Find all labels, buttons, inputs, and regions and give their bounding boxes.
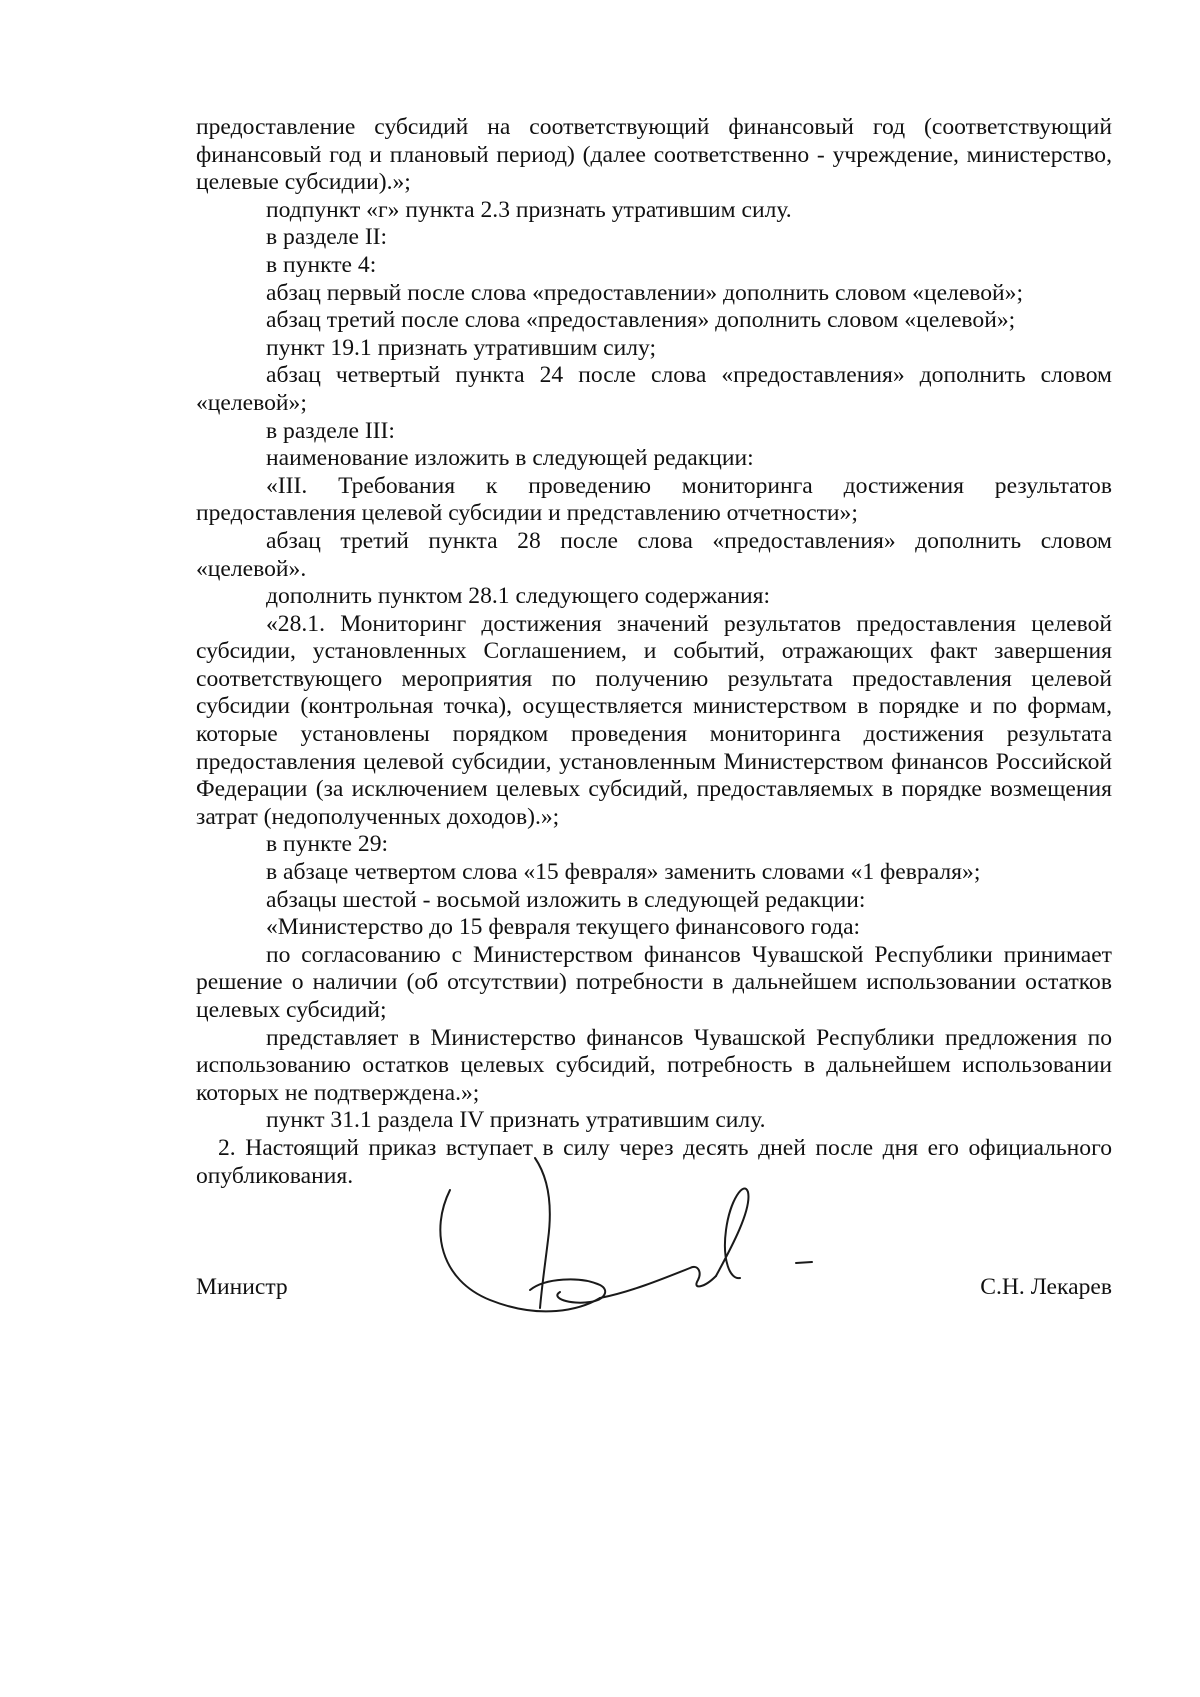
paragraph: абзац первый после слова «предоставлении» дополнить словом «целевой»; bbox=[266, 279, 1024, 306]
paragraph: пункт 19.1 признать утратившим силу; bbox=[266, 334, 657, 361]
signer-position: Министр bbox=[196, 1274, 288, 1300]
paragraph: абзацы шестой - восьмой изложить в следующей редакции: bbox=[266, 886, 866, 913]
paragraph: представляет в Министерство финансов Чувашской Республики предложения по использованию остатков целевых субсидий, потребность в дальнейшем использовании которых не подтверждена.»; bbox=[196, 1024, 1112, 1106]
paragraph: в пункте 4: bbox=[266, 251, 377, 278]
signer-name: С.Н. Лекарев bbox=[980, 1274, 1112, 1300]
paragraph: «III. Требования к проведению мониторинга достижения результатов предоставления целевой субсидии и представлению отчетности»; bbox=[196, 472, 1112, 527]
paragraph: дополнить пунктом 28.1 следующего содержания: bbox=[266, 583, 771, 610]
paragraph-numbered-item: 2. Настоящий приказ вступает в силу через десять дней после дня его официального опубликования. bbox=[196, 1134, 1112, 1189]
paragraph-continuation: предоставление субсидий на соответствующий финансовый год (соответствующий финансовый год и плановый период) (далее соответственно - учреждение, министерство, целевые субсидии).»; bbox=[196, 114, 1112, 196]
handwritten-signature-icon bbox=[430, 1150, 900, 1350]
paragraph: «Министерство до 15 февраля текущего финансового года: bbox=[266, 914, 861, 941]
paragraph: в абзаце четвертом слова «15 февраля» заменить словами «1 февраля»; bbox=[266, 859, 981, 886]
paragraph: подпункт «г» пункта 2.3 признать утратившим силу. bbox=[266, 196, 792, 223]
paragraph: наименование изложить в следующей редакции: bbox=[266, 445, 754, 472]
paragraph: пункт 31.1 раздела IV признать утратившим силу. bbox=[266, 1107, 766, 1134]
signature-block bbox=[196, 1274, 1112, 1314]
paragraph: по согласованию с Министерством финансов Чувашской Республики принимает решение о наличии (об отсутствии) потребности в дальнейшем использовании остатков целевых субсидий; bbox=[196, 941, 1112, 1023]
paragraph: в пункте 29: bbox=[266, 831, 389, 858]
paragraph: абзац третий пункта 28 после слова «предоставления» дополнить словом «целевой». bbox=[196, 527, 1112, 582]
document-body bbox=[196, 114, 1112, 1190]
paragraph: абзац третий после слова «предоставления» дополнить словом «целевой»; bbox=[266, 307, 1016, 334]
paragraph: «28.1. Мониторинг достижения значений результатов предоставления целевой субсидии, установленных Соглашением, и событий, отражающих факт завершения соответствующего мероприятия по получению результата предоставления целевой субсидии (контрольная точка), осуществляется министерством в порядке и по формам, которые установлены порядком проведения мониторинга достижения результата предоставления целевой субсидии, установленным Министерством финансов Российской Федерации (за исключением целевых субсидий, предоставляемых в порядке возмещения затрат (недополученных доходов).»; bbox=[196, 610, 1112, 830]
paragraph: в разделе III: bbox=[266, 417, 395, 444]
paragraph: абзац четвертый пункта 24 после слова «предоставления» дополнить словом «целевой»; bbox=[196, 362, 1112, 416]
paragraph: в разделе II: bbox=[266, 224, 388, 251]
